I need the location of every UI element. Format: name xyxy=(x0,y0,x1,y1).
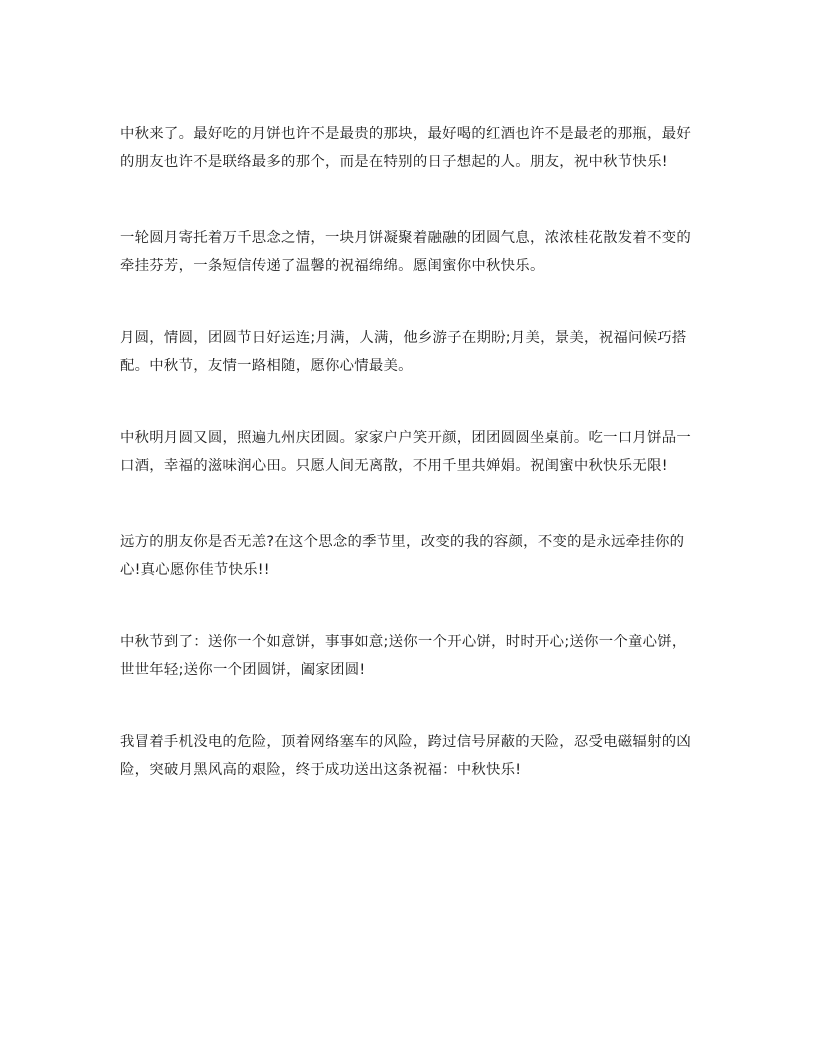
paragraph-4: 中秋明月圆又圆，照遍九州庆团圆。家家户户笑开颜，团团圆圆坐桌前。吃一口月饼品一口酒，幸福的滋味润心田。只愿人间无离散，不用千里共婵娟。祝闺蜜中秋快乐无限! xyxy=(120,430,691,474)
document-body xyxy=(120,120,700,784)
paragraph-1: 中秋来了。最好吃的月饼也许不是最贵的那块，最好喝的红酒也许不是最老的那瓶，最好的朋友也许不是联络最多的那个，而是在特别的日子想起的人。朋友，祝中秋节快乐! xyxy=(120,126,691,170)
paragraph-5: 远方的朋友你是否无恙?在这个思念的季节里，改变的我的容颜，不变的是永远牵挂你的心!真心愿你佳节快乐!! xyxy=(120,534,685,578)
paragraph-2: 一轮圆月寄托着万千思念之情，一块月饼凝聚着融融的团圆气息，浓浓桂花散发着不变的牵挂芬芳，一条短信传递了温馨的祝福绵绵。愿闺蜜你中秋快乐。 xyxy=(120,230,691,274)
paragraph-3: 月圆，情圆，团圆节日好运连;月满，人满，他乡游子在期盼;月美，景美，祝福问候巧搭配。中秋节，友情一路相随，愿你心情最美。 xyxy=(120,330,687,374)
paragraph-7: 我冒着手机没电的危险，顶着网络塞车的风险，跨过信号屏蔽的天险，忍受电磁辐射的凶险，突破月黑风高的艰险，终于成功送出这条祝福：中秋快乐! xyxy=(120,734,691,778)
paragraph-6: 中秋节到了：送你一个如意饼，事事如意;送你一个开心饼，时时开心;送你一个童心饼，世世年轻;送你一个团圆饼，阖家团圆! xyxy=(120,634,687,678)
